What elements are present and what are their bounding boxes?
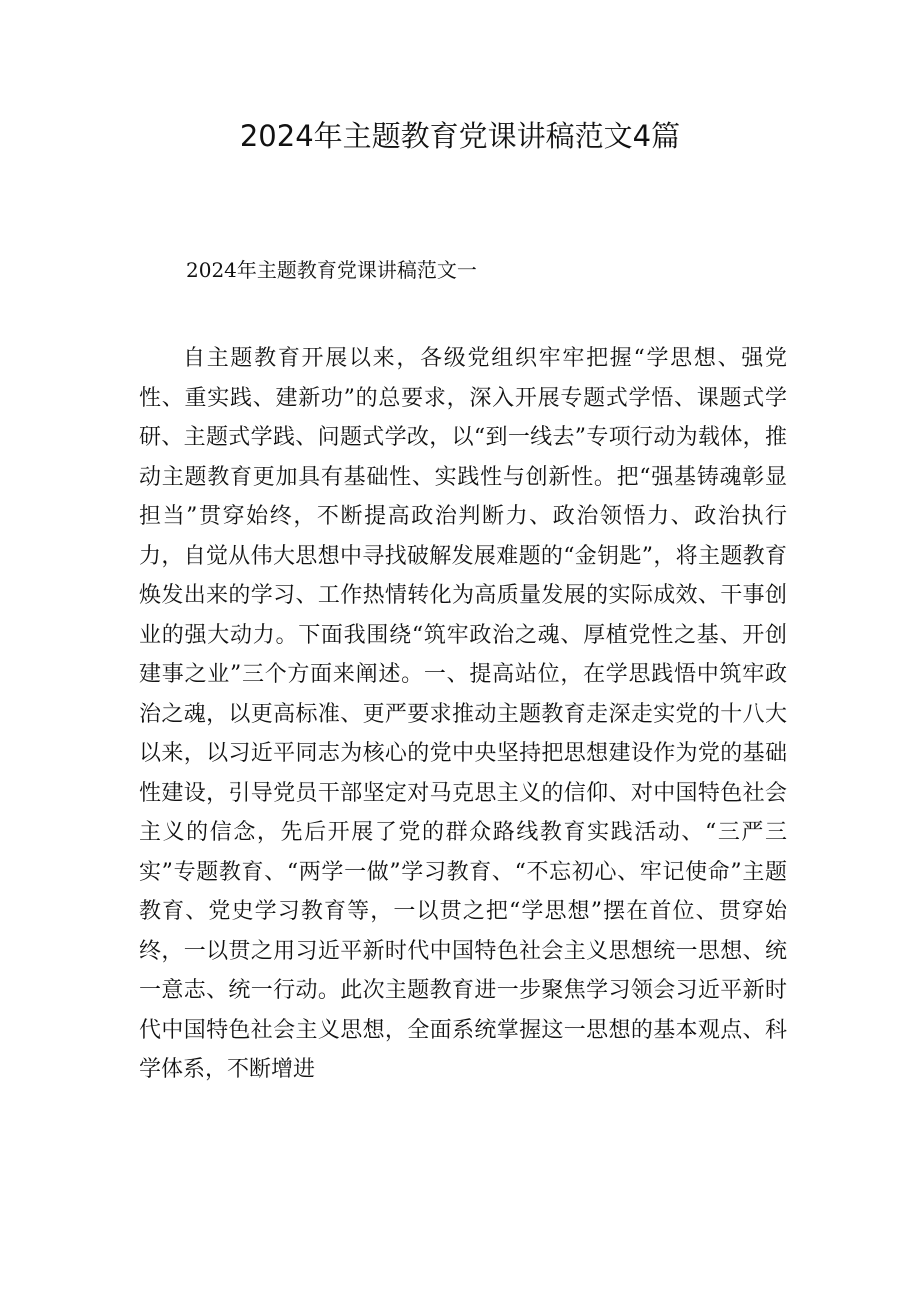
section-heading: 2024年主题教育党课讲稿范文一 xyxy=(186,258,477,282)
document-title: 2024年主题教育党课讲稿范文4篇 xyxy=(239,119,681,153)
body-paragraph: 自主题教育开展以来，各级党组织牢牢把握“学思想、强党性、重实践、建新功”的总要求，深入开展专题式学悟、课题式学研、主题式学践、问题式学改，以“到一线去”专项行动为载体，推动主题教育更加具有基础性、实践性与创新性。把“强基铸魂彰显担当”贯穿始终，不断提高政治判断力、政治领悟力、政治执行力，自觉从伟大思想中寻找破解发展难题的“金钥匙”，将主题教育焕发出来的学习、工作热情转化为高质量发展的实际成效、干事创业的强大动力。下面我围绕“筑牢政治之魂、厚植党性之基、开创建事之业”三个方面来阐述。一、提高站位，在学思践悟中筑牢政治之魂，以更高标准、更严要求推动主题教育走深走实党的十八大以来，以习近平同志为核心的党中央坚持把思想建设作为党的基础性建设，引导党员干部坚定对马克思主义的信仰、对中国特色社会主义的信念，先后开展了党的群众路线教育实践活动、“三严三实”专题教育、“两学一做”学习教育、“不忘初心、牢记使命”主题教育、党史学习教育等，一以贯之把“学思想”摆在首位、贯穿始终，一以贯之用习近平新时代中国特色社会主义思想统一思想、统一意志、统一行动。此次主题教育进一步聚焦学习领会习近平新时代中国特色社会主义思想，全面系统掌握这一思想的基本观点、科学体系，不断增进 xyxy=(139,346,787,1082)
